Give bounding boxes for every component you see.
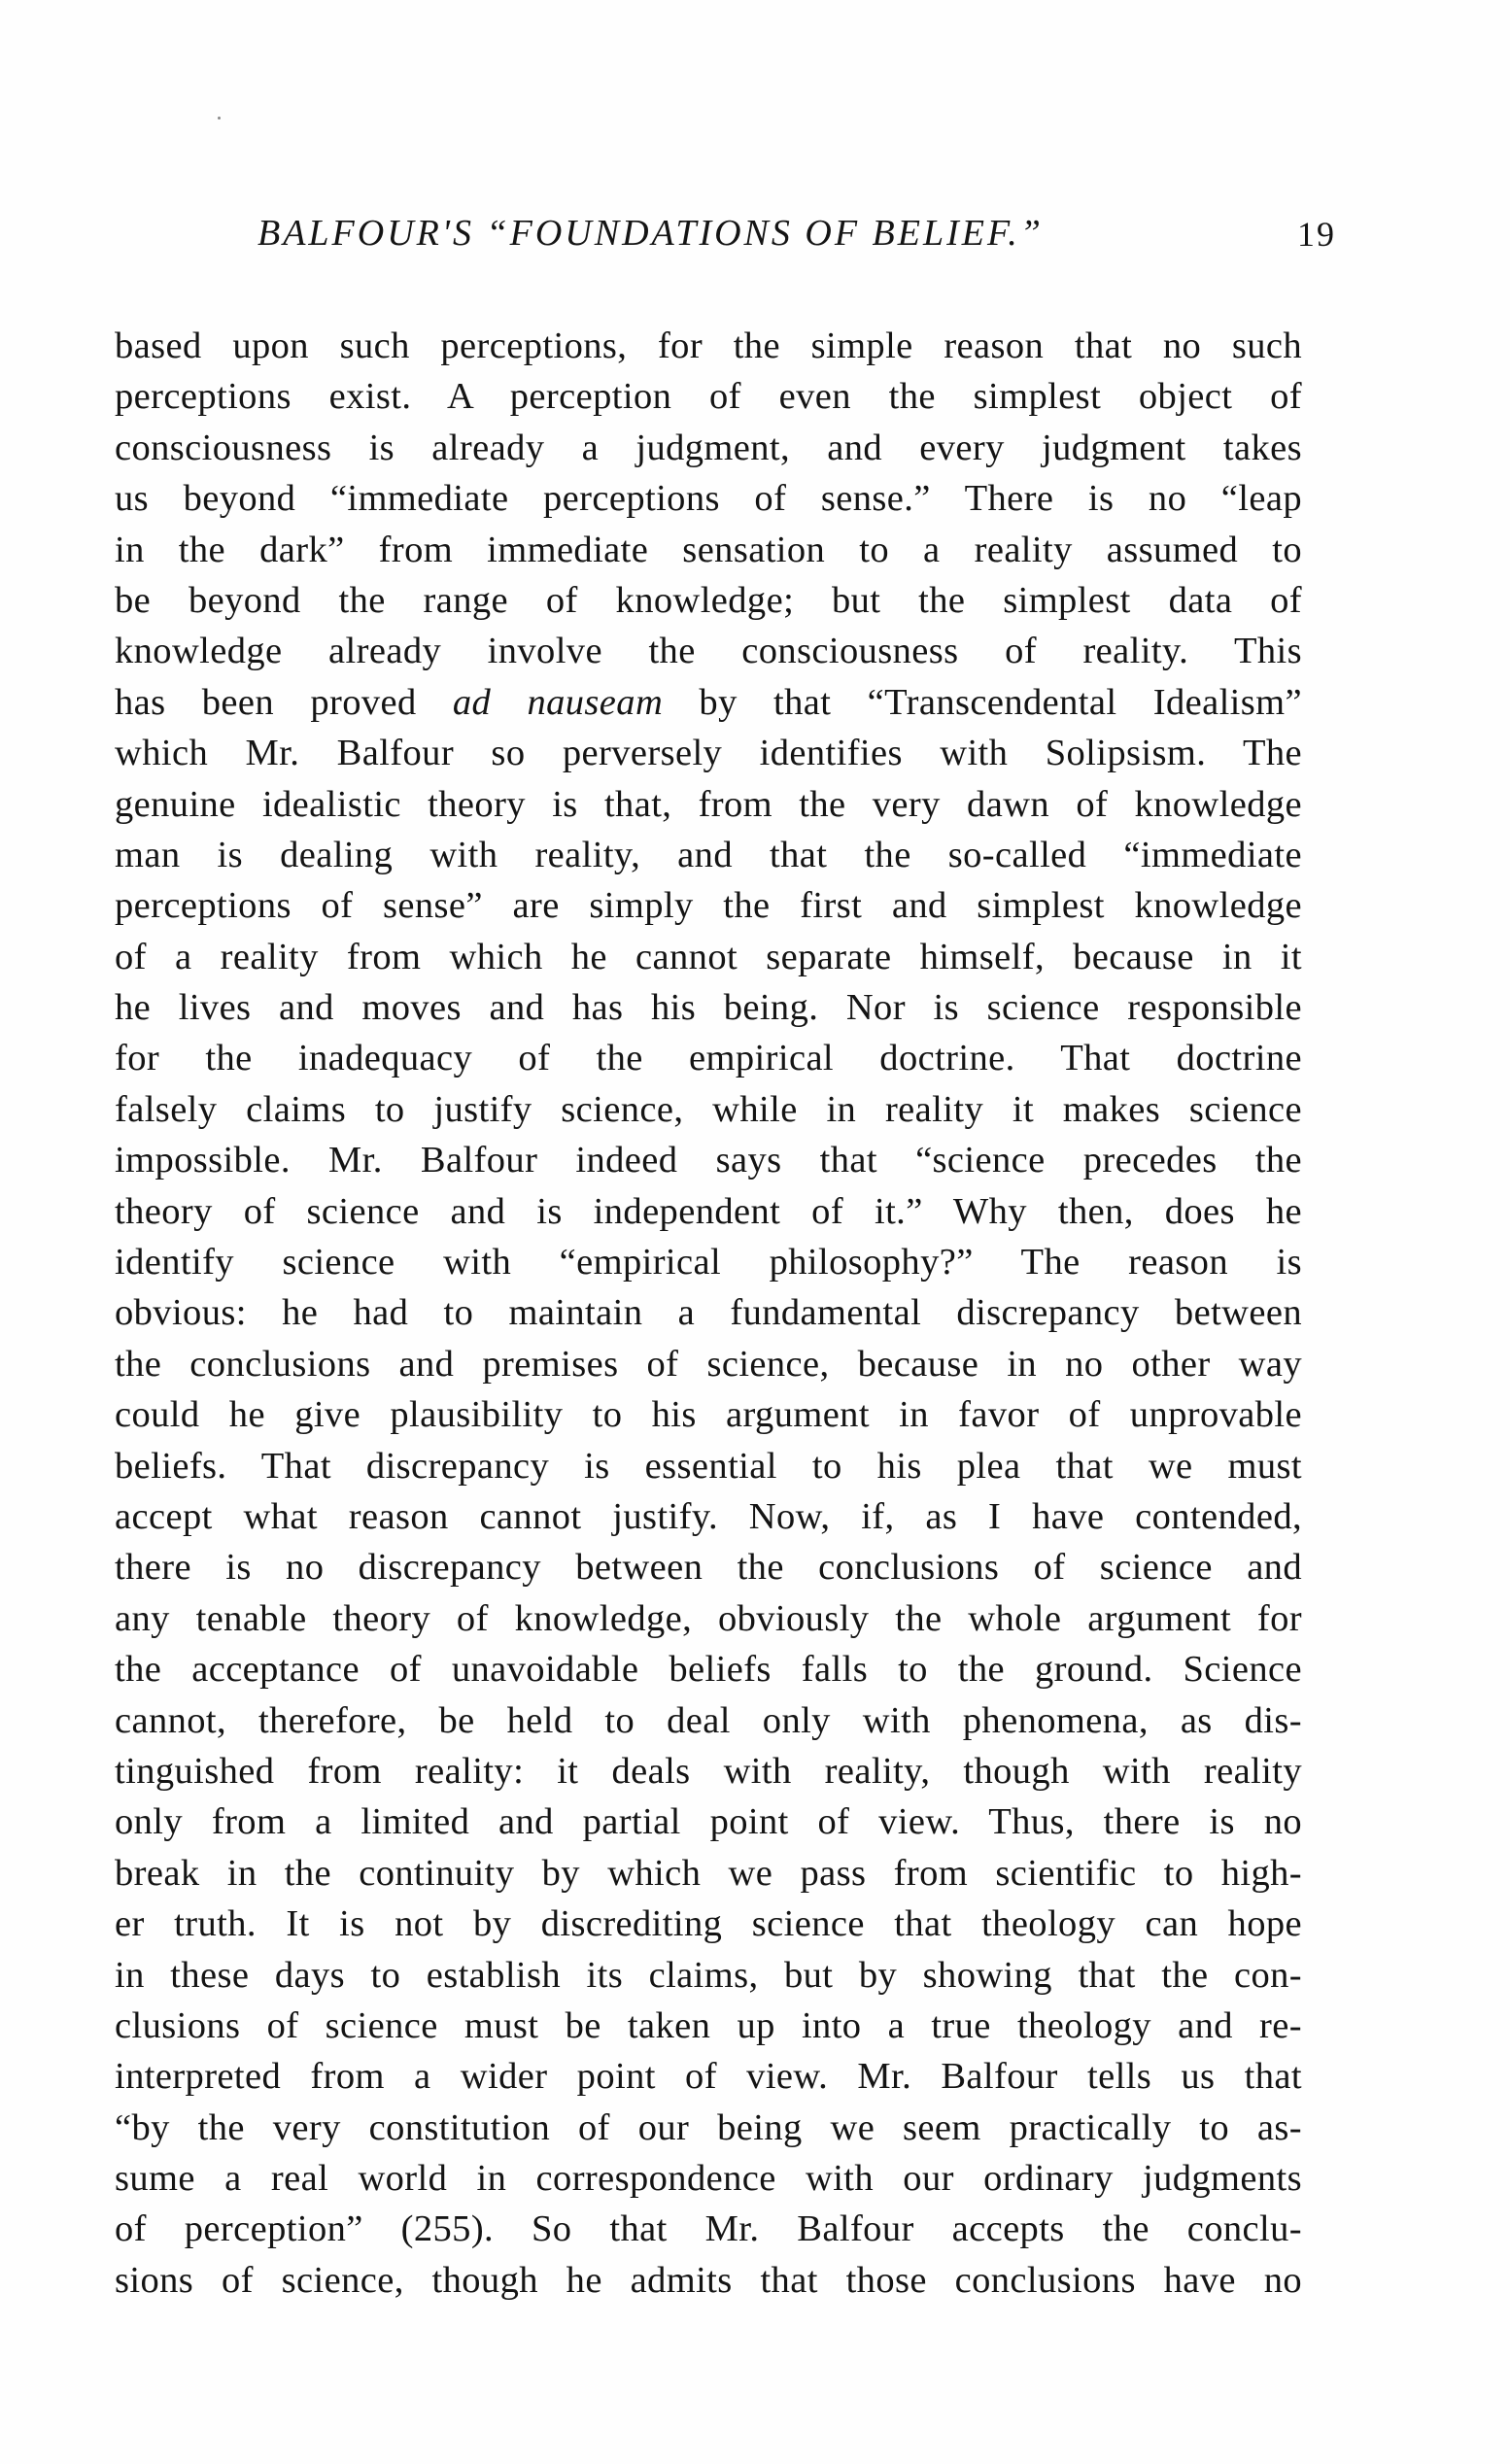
- text-line: the conclusions and premises of science, because in no other way: [115, 1343, 1302, 1385]
- text-line: of perception” (255). So that Mr. Balfour accepts the conclu-: [115, 2208, 1302, 2250]
- text-line: be beyond the range of knowledge; but the simplest data of: [115, 579, 1302, 621]
- text-line: sions of science, though he admits that those conclusions have no: [115, 2259, 1302, 2301]
- ink-speck: [218, 117, 221, 120]
- text-line: clusions of science must be taken up into a true theology and re-: [115, 2004, 1302, 2046]
- text-line: theory of science and is independent of it.” Why then, does he: [115, 1190, 1302, 1232]
- text-line: of a reality from which he cannot separate himself, because in it: [115, 936, 1302, 977]
- text-line: in these days to establish its claims, but by showing that the con-: [115, 1954, 1302, 1996]
- text-line: interpreted from a wider point of view. Mr. Balfour tells us that: [115, 2056, 1302, 2098]
- text-line: knowledge already involve the consciousness of reality. This: [115, 631, 1302, 672]
- italic-phrase: ad nauseam: [452, 681, 664, 723]
- text-line: “by the very constitution of our being we seem practically to as-: [115, 2106, 1302, 2148]
- text-line: cannot, therefore, be held to deal only with phenomena, as dis-: [115, 1699, 1302, 1741]
- text-line: could he give plausibility to his argument in favor of unprovable: [115, 1394, 1302, 1436]
- text-line: only from a limited and partial point of view. Thus, there is no: [115, 1801, 1302, 1843]
- text-line: in the dark” from immediate sensation to a reality assumed to: [115, 529, 1302, 570]
- page-number: 19: [1297, 215, 1336, 254]
- page-header: [257, 212, 1336, 270]
- text-line: us beyond “immediate perceptions of sense.” There is no “leap: [115, 478, 1302, 520]
- text-line: the acceptance of unavoidable beliefs falls to the ground. Science: [115, 1649, 1302, 1691]
- text-line: for the inadequacy of the empirical doctrine. That doctrine: [115, 1038, 1302, 1079]
- text-line: man is dealing with reality, and that the so-called “immediate: [115, 834, 1302, 875]
- text-line: falsely claims to justify science, while in reality it makes science: [115, 1088, 1302, 1130]
- running-head: BALFOUR'S “FOUNDATIONS OF BELIEF.”: [257, 213, 1044, 254]
- text-line: obvious: he had to maintain a fundamental discrepancy between: [115, 1292, 1302, 1334]
- text-line: consciousness is already a judgment, and every judgment takes: [115, 427, 1302, 468]
- text-line: has been proved ad nauseam by that “Transcendental Idealism”: [115, 681, 1302, 723]
- text-line: beliefs. That discrepancy is essential to his plea that we must: [115, 1445, 1302, 1487]
- text-line: genuine idealistic theory is that, from the very dawn of knowledge: [115, 783, 1302, 825]
- text-line: perceptions exist. A perception of even the simplest object of: [115, 376, 1302, 418]
- text-line: sume a real world in correspondence with our ordinary judgments: [115, 2158, 1302, 2200]
- text-line: break in the continuity by which we pass from scientific to high-: [115, 1852, 1302, 1894]
- text-line: there is no discrepancy between the conclusions of science and: [115, 1547, 1302, 1589]
- text-line: tinguished from reality: it deals with reality, though with reality: [115, 1750, 1302, 1792]
- text-line: er truth. It is not by discrediting science that theology can hope: [115, 1903, 1302, 1945]
- text-line: which Mr. Balfour so perversely identifies with Solipsism. The: [115, 733, 1302, 774]
- text-line: identify science with “empirical philosophy?” The reason is: [115, 1242, 1302, 1283]
- text-line: any tenable theory of knowledge, obviously the whole argument for: [115, 1597, 1302, 1639]
- text-line: based upon such perceptions, for the simple reason that no such: [115, 325, 1302, 366]
- text-line: impossible. Mr. Balfour indeed says that “science precedes the: [115, 1140, 1302, 1181]
- text-line: perceptions of sense” are simply the first and simplest knowledge: [115, 885, 1302, 927]
- body-text: [115, 321, 1302, 2306]
- text-line: he lives and moves and has his being. Nor is science responsible: [115, 987, 1302, 1029]
- text-line: accept what reason cannot justify. Now, if, as I have contended,: [115, 1495, 1302, 1537]
